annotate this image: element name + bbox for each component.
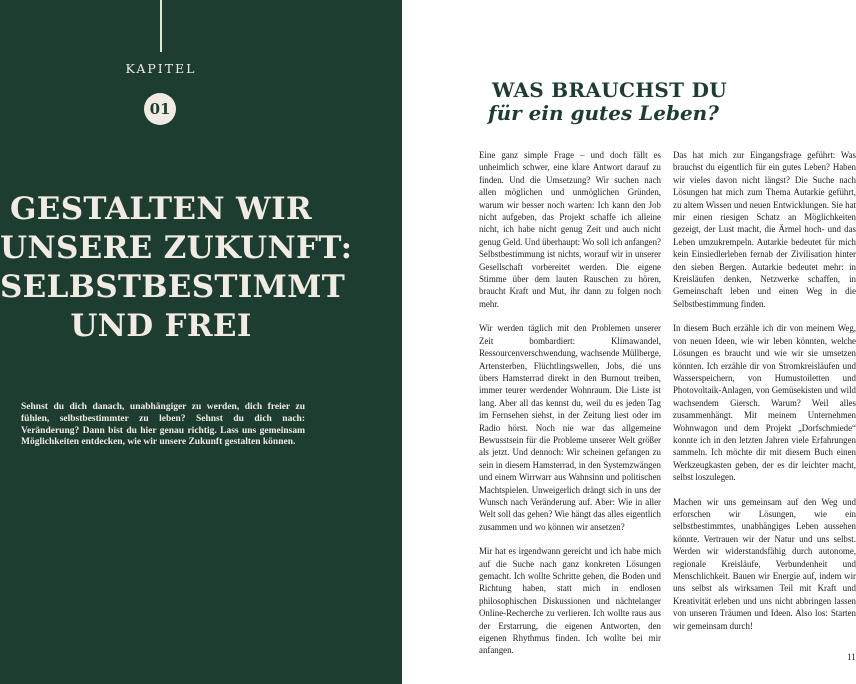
chapter-title-line: UNSERE ZUKUNFT: xyxy=(0,230,353,266)
paragraph: Eine ganz simple Frage – und doch fällt es unheimlich schwer, eine klare Antwort darauf zu finden. Und die Umsetzung? Wir suchen nach allen möglichen und unmöglichen Gründen, warum wir besser noch warten: Ich kann den Job nicht aufgeben, das Projekt schaffe ich alleine nicht, ich habe nicht genug Zeit und auch nicht genug Geld. Und überhaupt: Wo soll ich anfangen? Selbstbestimmung ist nichts, worauf wir in unserer Gesellschaft vorbereitet werden. Die eigene Stimme über dem lauten Rauschen zu hören, braucht Kraft und Mut, ihr dann zu folgen noch mehr. xyxy=(479,150,661,309)
section-heading: WAS BRAUCHST DU xyxy=(492,78,727,102)
chapter-title-line: SELBSTBESTIMMT xyxy=(0,269,346,305)
chapter-title-line: GESTALTEN WIR xyxy=(10,191,312,227)
text-column-left xyxy=(479,149,661,669)
section-subheading: für ein gutes Leben? xyxy=(488,101,719,125)
chapter-intro: Sehnst du dich danach, unabhängiger zu werden, dich freier zu fühlen, selbstbestimmter zu leben? Sehnst du dich nach: Veränderung? Dann bist du hier genau richtig. Lass uns gemeinsam Möglichkeiten entdecken, wie wir unsere Zukunft gestalten können. xyxy=(21,402,305,448)
paragraph: In diesem Buch erzähle ich dir von meinem Weg, von neuen Ideen, wie wir leben könnten, welche Lösungen es braucht und wie wir sie umsetzen könnten. Ich erzähle dir von Stromkreisläufen und Wasserspeichern, von Humustoiletten und Photovoltaik-Anlagen, von Gemüsekisten und wild wachsendem Giersch. Warum? Weil alles zusammenhängt. Mit meinem Unternehmen Wohnwagon und dem Projekt „Dorfschmiede“ konnte ich in den letzten Jahren viele Erfahrungen sammeln. Ich möchte dir mit diesem Buch einen Werkzeugkasten geben, der es dir leichter macht, selbst loszulegen. xyxy=(673,323,856,483)
chapter-opener-page xyxy=(0,0,402,684)
page-number: 11 xyxy=(847,652,856,662)
paragraph: Das hat mich zur Eingangsfrage geführt: Was brauchst du eigentlich für ein gutes Leben? Haben wir vieles davon nicht längst? Die Suche nach Lösungen hat mich zum Thema Autarkie geführt, zu altem Wissen und neuen Entwicklungen. Sie hat mir einen riesigen Schatz an Möglichkeiten gezeigt, der Lust macht, die Ärmel hoch- und das Leben umzukrempeln. Autarkie bedeutet für mich kein Einsiedlerleben fernab der Zivilisation hinter den sieben Bergen. Autarkie bedeutet mehr: in Kreisläufen denken, Netzwerke schaffen, in Gemeinschaft leben und einen Weg in die Selbstbestimmung finden. xyxy=(673,150,856,309)
chapter-number-badge: 01 xyxy=(144,93,176,125)
text-column-right xyxy=(673,149,856,644)
paragraph: Machen wir uns gemeinsam auf den Weg und erforschen wir Lösungen, wie ein selbstbestimmtes, unabhängiges Leben aussehen könnte. Vertrauen wir der Natur und uns selbst. Werden wir widerstandsfähig durch autonome, regionale Kreisläufe, Verbundenheit und Menschlichkeit. Bauen wir Energie auf, indem wir uns selbst als wirksamen Teil mit Kraft und Kreativität erleben und uns nicht abbringen lassen von unseren Träumen und Ideen. Also los: Starten wir gemeinsam durch! xyxy=(673,496,856,631)
vertical-rule xyxy=(160,0,162,52)
chapter-title xyxy=(0,190,353,346)
paragraph: Mir hat es irgendwann gereicht und ich habe mich auf die Suche nach ganz konkreten Lösungen gemacht. Ich wollte Schritte gehen, die Boden und Richtung haben, statt mich in endlosen philosophischen Diskussionen und nächtelanger Online-Recherche zu verlieren. Ich wollte raus aus der Erstarrung, die eigenen Antworten, den eigenen Rhythmus finden. Ich wollte bei mir anfangen. xyxy=(479,546,661,656)
chapter-kicker: KAPITEL xyxy=(125,61,197,76)
chapter-title-line: UND FREI xyxy=(70,308,252,344)
paragraph: Wir werden täglich mit den Problemen unserer Zeit bombardiert: Klimawandel, Ressourcenverschwendung, wachsende Müllberge, Artensterben, Flüchtlingswellen, Jobs, die uns übers Hamsterrad direkt in den Burnout treiben, immer teurer werdender Wohnraum. Die Liste ist lang. Aber all das kennst du, weil du es jeden Tag im Fernsehen siehst, in der Zeitung liest oder im Radio hörst. Noch nie war das allgemeine Bewusstsein für die Probleme unserer Welt größer als jetzt. Und dennoch: Wir scheinen gefangen zu sein in diesem Hamsterrad, in den Systemzwängen und einem Wirrwarr aus Wahnsinn und politischen Machtspielen. Unweigerlich drängt sich in uns der Wunsch nach Veränderung auf. Aber: Wie in aller Welt soll das gehen? Wie hängt das alles eigentlich zusammen und wo können wir ansetzen? xyxy=(479,323,661,532)
